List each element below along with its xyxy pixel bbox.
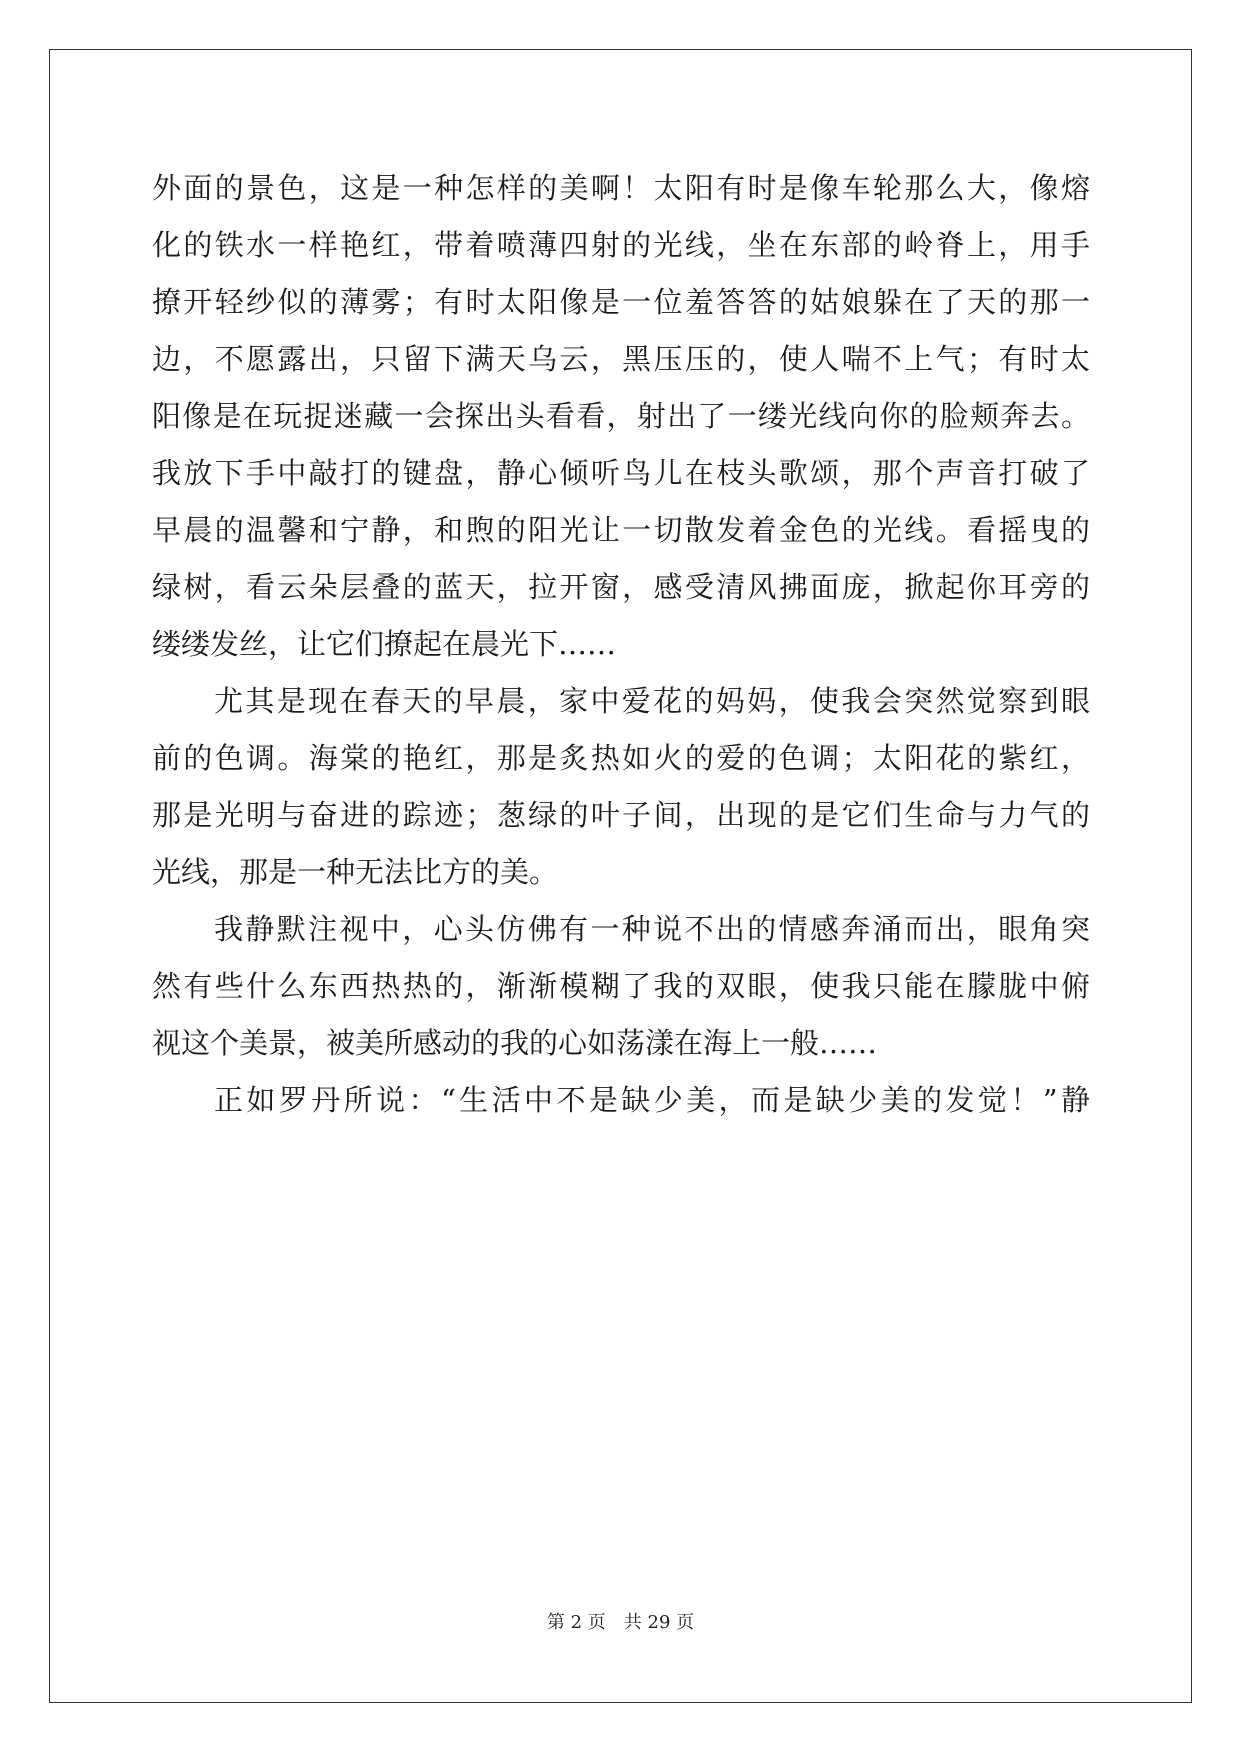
- text-line: 视这个美景，被美所感动的我的心如荡漾在海上一般……: [152, 1026, 878, 1060]
- page-number: 第 2 页: [546, 1612, 606, 1633]
- text-line: 我放下手中敲打的键盘，静心倾听鸟儿在枝头歌颂，那个声音打破了: [152, 456, 1090, 490]
- text-line: 光线，那是一种无法比方的美。: [152, 855, 559, 889]
- page-footer: [0, 1608, 1241, 1634]
- text-line: 绿树，看云朵层叠的蓝天，拉开窗，感受清风拂面庞，掀起你耳旁的: [152, 570, 1090, 604]
- text-line: 化的铁水一样艳红，带着喷薄四射的光线，坐在东部的岭脊上，用手: [152, 228, 1090, 262]
- text-line: 撩开轻纱似的薄雾；有时太阳像是一位羞答答的姑娘躲在了天的那一: [152, 285, 1090, 319]
- text-line: 前的色调。海棠的艳红，那是炙热如火的爱的色调；太阳花的紫红，: [152, 741, 1090, 775]
- paragraph-first-line: 正如罗丹所说：“生活中不是缺少美，而是缺少美的发觉！”静: [214, 1083, 1090, 1117]
- text-line: 然有些什么东西热热的，渐渐模糊了我的双眼，使我只能在朦胧中俯: [152, 969, 1090, 1003]
- paragraph-first-line: 尤其是现在春天的早晨，家中爱花的妈妈，使我会突然觉察到眼: [214, 684, 1090, 718]
- text-line: 外面的景色，这是一种怎样的美啊！太阳有时是像车轮那么大，像熔: [152, 171, 1090, 205]
- text-line: 阳像是在玩捉迷藏一会探出头看看，射出了一缕光线向你的脸颊奔去。: [152, 399, 1090, 433]
- text-line: 那是光明与奋进的踪迹；葱绿的叶子间，出现的是它们生命与力气的: [152, 798, 1090, 832]
- paragraph-first-line: 我静默注视中，心头仿佛有一种说不出的情感奔涌而出，眼角突: [214, 912, 1090, 946]
- text-line: 早晨的温馨和宁静，和煦的阳光让一切散发着金色的光线。看摇曳的: [152, 513, 1090, 547]
- text-line: 缕缕发丝，让它们撩起在晨光下……: [152, 627, 617, 661]
- text-line: 边，不愿露出，只留下满天乌云，黑压压的，使人喘不上气；有时太: [152, 342, 1090, 376]
- document-body: [152, 160, 1090, 1129]
- page-total: 共 29 页: [623, 1612, 695, 1633]
